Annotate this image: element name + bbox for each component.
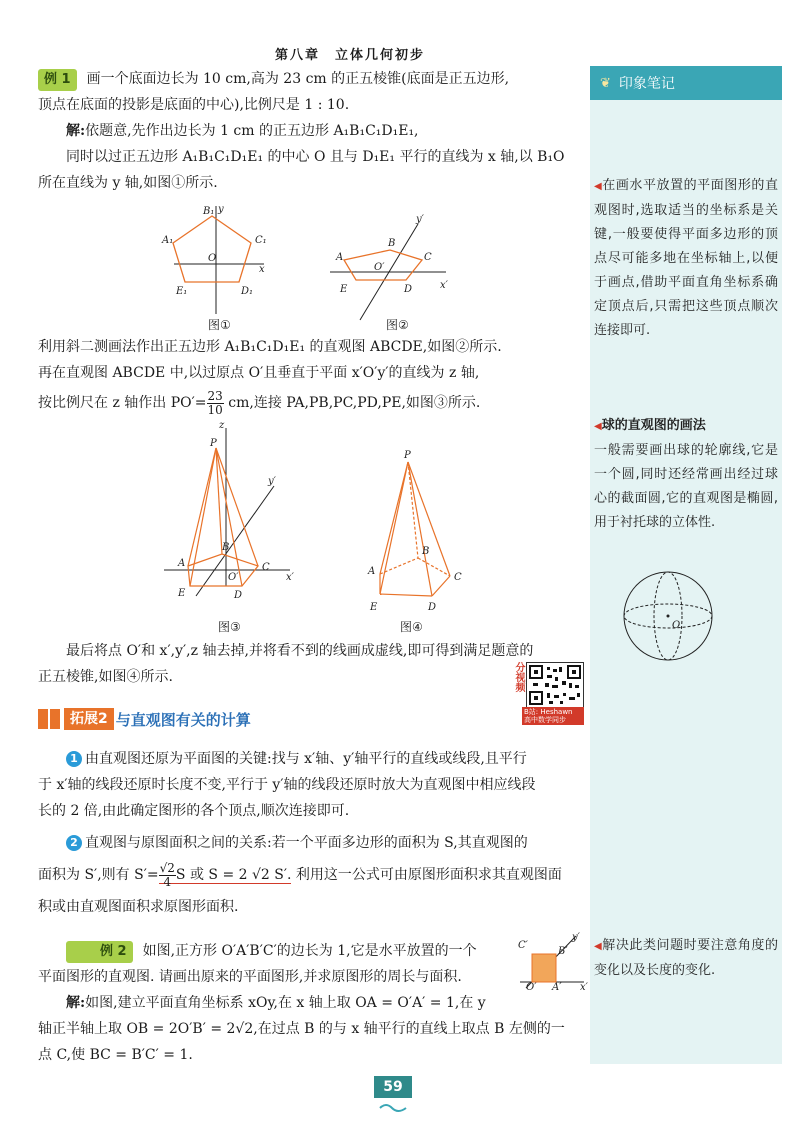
example2-problem-text: 如图,正方形 O′A′B′C′的边长为 1,它是水平放置的一个 bbox=[142, 943, 477, 959]
fraction-denominator: 10 bbox=[207, 402, 223, 417]
svg-text:y′: y′ bbox=[416, 214, 424, 225]
note2-text: 一般需要画出球的轮廓线,它是一个圆,同时还经常画出经过球心的截面圆,它的直观图是椭圆,用于衬托球的立体性. bbox=[594, 443, 778, 530]
four-denominator: 4 bbox=[163, 874, 172, 889]
svg-text:O′: O′ bbox=[374, 262, 385, 273]
example1-solution-line8: 正五棱锥,如图④所示. bbox=[38, 669, 173, 685]
svg-text:B: B bbox=[222, 542, 230, 553]
svg-text:y′: y′ bbox=[268, 476, 276, 487]
triangle-marker-icon: ◀ bbox=[594, 181, 603, 192]
example1-problem-line: 画一个底面边长为 10 cm,高为 23 cm 的正五棱锥(底面是正五边形, bbox=[86, 71, 510, 87]
fraction-numerator: 23 bbox=[207, 388, 223, 403]
fraction-23-10 bbox=[207, 390, 224, 417]
area-formula-rest: S 或 S = 2 √2 S′. bbox=[175, 867, 292, 883]
note3-text: 解决此类问题时要注意角度的变化以及长度的变化. bbox=[594, 938, 778, 978]
example1-tag: 例 1 bbox=[38, 69, 77, 91]
svg-text:E: E bbox=[178, 588, 186, 599]
svg-text:C: C bbox=[424, 252, 432, 263]
qr-caption-line2: 高中数学同步 bbox=[524, 716, 566, 724]
example2-problem-line1 bbox=[38, 938, 586, 964]
svg-text:P: P bbox=[404, 450, 411, 461]
svg-text:x: x bbox=[259, 264, 265, 275]
figure-row-1 bbox=[38, 196, 586, 334]
figure-1-pentagon bbox=[161, 204, 267, 314]
sqrt2-over-4 bbox=[159, 862, 176, 889]
svg-text:C′: C′ bbox=[518, 940, 528, 951]
sidebar-title: 印象笔记 bbox=[618, 76, 675, 92]
svg-text:A: A bbox=[178, 558, 186, 569]
sidebar-notes bbox=[590, 66, 782, 1064]
point2-badge: 2 bbox=[66, 835, 82, 851]
svg-text:A: A bbox=[368, 566, 376, 577]
chapter-header: 第八章 立体几何初步 bbox=[274, 48, 425, 63]
fig2-caption: 图② bbox=[386, 318, 409, 332]
solution-text: 依题意,先作出边长为 1 cm 的正五边形 A₁B₁C₁D₁E₁, bbox=[85, 123, 419, 139]
sidebar-note-1 bbox=[594, 174, 778, 343]
extension-point2-line1 bbox=[38, 830, 586, 856]
svg-text:B: B bbox=[422, 546, 430, 557]
example2-solution-label: 解: bbox=[66, 995, 86, 1011]
note1-text: 在画水平放置的平面图形的直观图时,选取适当的坐标系是关键,一般要使得平面多边形的顶点尽可能多地在坐标轴上,以便于画点,借助平面直角坐标系确定顶点后,只需把这些顶点顺次连接即可. bbox=[594, 178, 778, 338]
extension-header bbox=[38, 706, 586, 732]
example2-solution-line3: 点 C,使 BC = B′C′ = 1. bbox=[38, 1047, 193, 1063]
example2-solution-text: 如图,建立平面直角坐标系 xOy,在 x 轴上取 OA = O′A′ = 1,在 y bbox=[85, 995, 486, 1011]
sqrt2-numerator: √2 bbox=[159, 860, 175, 875]
fig3-caption: 图③ bbox=[218, 620, 241, 634]
fig4-caption: 图④ bbox=[400, 620, 423, 634]
connect-text: cm,连接 PA,PB,PC,PD,PE,如图③所示. bbox=[223, 395, 481, 411]
svg-text:O′: O′ bbox=[526, 982, 537, 992]
extension-point2-line3: 积或由直观图面积求原图形面积. bbox=[38, 899, 239, 915]
svg-text:y′: y′ bbox=[572, 932, 580, 943]
example1-solution-line4: 利用斜二测画法作出正五边形 A₁B₁C₁D₁E₁ 的直观图 ABCDE,如图②所示. bbox=[38, 339, 502, 355]
extension-point1-line1 bbox=[38, 746, 586, 772]
svg-text:x′: x′ bbox=[286, 572, 294, 583]
svg-text:E: E bbox=[370, 602, 378, 613]
svg-text:E₁: E₁ bbox=[176, 286, 188, 297]
svg-text:C: C bbox=[454, 572, 462, 583]
svg-text:O: O bbox=[208, 253, 217, 264]
qr-code-icon[interactable] bbox=[526, 662, 584, 708]
figures-1-2 bbox=[38, 196, 586, 334]
point1-text: 由直观图还原为平面图的关键:找与 x′轴、y′轴平行的直线或线段,且平行 bbox=[85, 751, 527, 767]
qr-caption-line1: B站: Heshawn bbox=[524, 708, 573, 716]
point2-text: 直观图与原图面积之间的关系:若一个平面多边形的面积为 S,其直观图的 bbox=[85, 835, 528, 851]
example1-solution-line1 bbox=[38, 118, 586, 144]
sidebar-note-2 bbox=[594, 414, 778, 535]
leaf-logo-icon: ❦ bbox=[600, 75, 611, 91]
example2-problem-line2: 平面图形的直观图. 请画出原来的平面图形,并求原图形的周长与面积. bbox=[38, 969, 462, 985]
svg-text:C: C bbox=[262, 562, 270, 573]
example1-problem-line2: 顶点在底面的投影是底面的中心),比例尺是 1 : 10. bbox=[38, 97, 350, 113]
figures-3-4 bbox=[38, 420, 586, 638]
solution-label: 解: bbox=[66, 123, 86, 139]
triangle-marker-icon: ◀ bbox=[594, 941, 603, 952]
extension-label: 拓展2 bbox=[64, 708, 114, 730]
svg-text:P: P bbox=[210, 438, 217, 449]
example2-tag: 例 2 bbox=[66, 941, 133, 963]
figure-4-pyramid bbox=[367, 450, 462, 613]
main-content bbox=[38, 66, 586, 1068]
extension-point2-line2 bbox=[38, 856, 586, 894]
sphere-figure bbox=[618, 566, 718, 666]
svg-text:z: z bbox=[219, 420, 225, 431]
extension-title: 与直观图有关的计算 bbox=[115, 710, 251, 729]
svg-text:A′: A′ bbox=[552, 982, 562, 992]
example2-solution-line2: 轴正半轴上取 OB = 2O′B′ = 2√2,在过点 B 的与 x 轴平行的直线上取点 B 左侧的一 bbox=[38, 1021, 565, 1037]
svg-text:B₁: B₁ bbox=[203, 206, 215, 217]
svg-text:D: D bbox=[428, 602, 437, 613]
qr-caption bbox=[522, 707, 584, 725]
svg-text:D: D bbox=[404, 284, 413, 295]
example1-solution-line5: 再在直观图 ABCDE 中,以过原点 O′且垂直于平面 x′O′y′的直线为 z 轴, bbox=[38, 365, 480, 381]
note2-heading-text: 球的直观图的画法 bbox=[601, 418, 706, 433]
example1-problem bbox=[38, 66, 586, 92]
wave-ornament-icon bbox=[378, 1100, 408, 1114]
video-label: 分视频 bbox=[513, 662, 524, 692]
figure-row-2 bbox=[38, 420, 586, 638]
figure-2-oblique bbox=[330, 214, 449, 320]
page-number: 59 bbox=[374, 1076, 412, 1098]
svg-text:y: y bbox=[218, 204, 224, 215]
example2-solution-line1 bbox=[38, 990, 586, 1016]
example1-solution-line3: 所在直线为 y 轴,如图①所示. bbox=[38, 175, 218, 191]
svg-text:O′: O′ bbox=[228, 572, 239, 583]
note2-heading bbox=[594, 414, 778, 439]
svg-text:E: E bbox=[340, 284, 348, 295]
extension-point1-line3: 长的 2 倍,由此确定图形的各个顶点,顺次连接即可. bbox=[38, 803, 350, 819]
svg-text:O: O bbox=[672, 620, 681, 631]
triangle-marker-icon: ◀ bbox=[594, 421, 602, 432]
sidebar-title-bar bbox=[590, 66, 782, 100]
sidebar-note-3 bbox=[594, 934, 778, 983]
po-text: 按比例尺在 z 轴作出 PO′= bbox=[38, 395, 207, 411]
book-icon bbox=[38, 709, 60, 729]
figure-3-pyramid-axes bbox=[164, 420, 295, 601]
area-formula-prefix: 面积为 S′,则有 S′= bbox=[38, 867, 159, 883]
svg-text:D₁: D₁ bbox=[241, 286, 254, 297]
svg-text:x′: x′ bbox=[580, 982, 588, 992]
svg-text:x′: x′ bbox=[440, 280, 448, 291]
example1-solution-line2: 同时以过正五边形 A₁B₁C₁D₁E₁ 的中心 O 且与 D₁E₁ 平行的直线为 x 轴,以 B₁O bbox=[66, 149, 565, 165]
extension-point1-line2: 于 x′轴的线段还原时长度不变,平行于 y′轴的线段还原时放大为直观图中相应线段 bbox=[38, 777, 536, 793]
svg-text:A: A bbox=[336, 252, 344, 263]
example1-solution-line6 bbox=[38, 386, 586, 420]
area-formula bbox=[159, 860, 292, 889]
example1-solution-line7: 最后将点 O′和 x′,y′,z 轴去掉,并将看不到的线画成虚线,即可得到满足题意的 bbox=[66, 643, 534, 659]
svg-text:B: B bbox=[388, 238, 396, 249]
qr-code-block[interactable] bbox=[508, 662, 582, 722]
point1-badge: 1 bbox=[66, 751, 82, 767]
svg-text:A₁: A₁ bbox=[162, 235, 174, 246]
svg-text:C₁: C₁ bbox=[255, 235, 267, 246]
fig1-caption: 图① bbox=[208, 318, 231, 332]
svg-text:B′: B′ bbox=[558, 946, 568, 957]
example2-square-figure bbox=[512, 932, 590, 992]
svg-text:D: D bbox=[234, 590, 243, 601]
area-formula-suffix: 利用这一公式可由原图形面积求其直观图面 bbox=[291, 867, 562, 883]
